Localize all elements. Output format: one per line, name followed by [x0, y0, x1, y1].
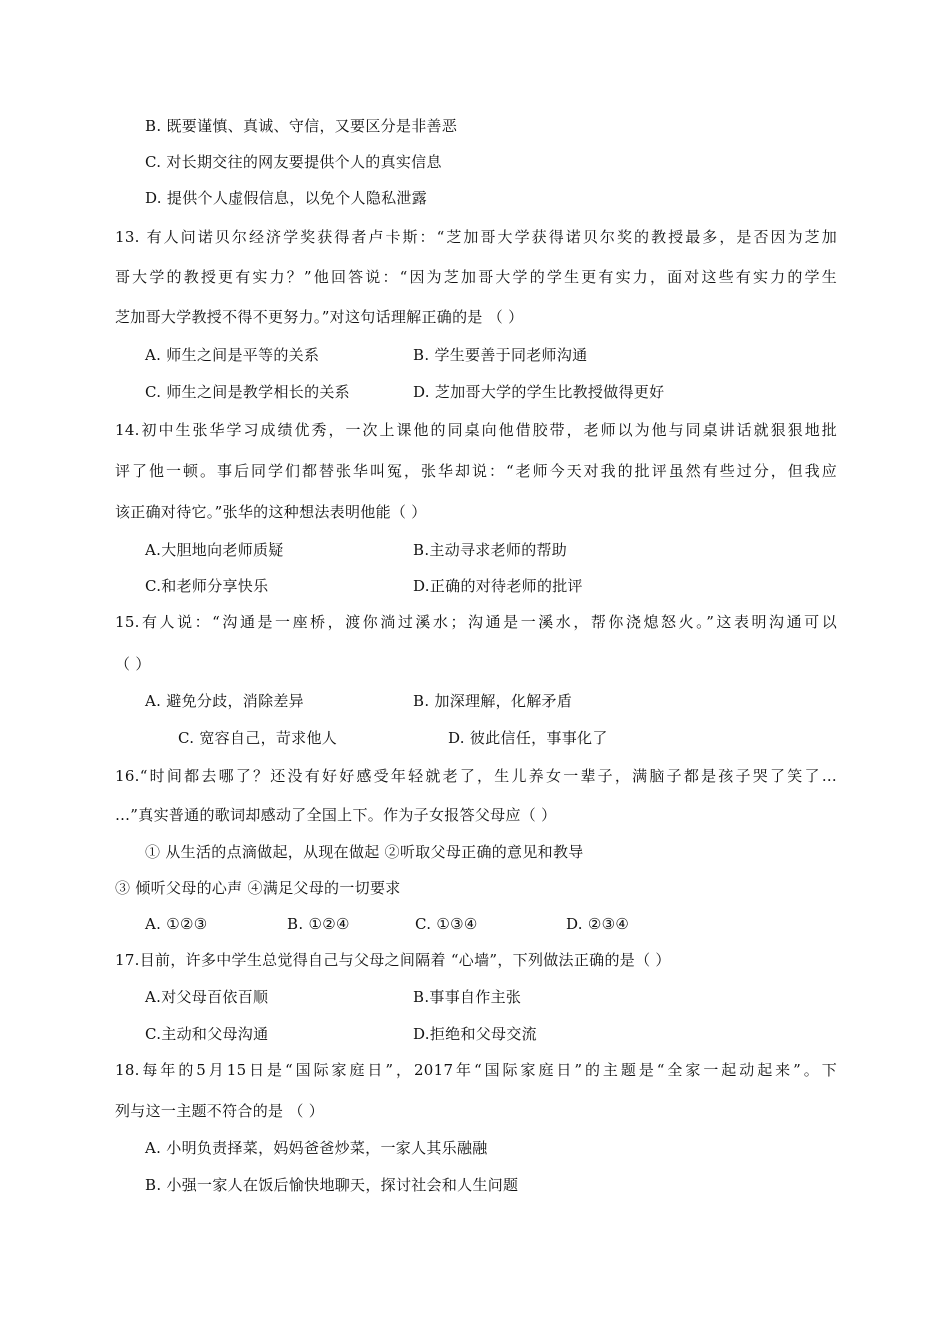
q16-option-a: A. ①②③ — [145, 915, 208, 933]
q14-option-b: B.主动寻求老师的帮助 — [413, 541, 568, 559]
q14-stem-line-3: 该正确对待它。”张华的这种想法表明他能（ ） — [115, 503, 427, 521]
q17-option-a: A.对父母百依百顺 — [145, 988, 269, 1006]
q13-stem-line-1: 13. 有人问诺贝尔经济学奖获得者卢卡斯：“芝加哥大学获得诺贝尔奖的教授最多，是否因为芝加 — [115, 228, 837, 246]
q15-stem-line-1: 15.有人说：“沟通是一座桥，渡你淌过溪水；沟通是一溪水，帮你浇熄怒火。”这表明沟通可以 — [115, 613, 837, 631]
q13-option-c: C. 师生之间是教学相长的关系 — [145, 383, 350, 401]
q18-stem-line-1: 18.每年的5月15日是“国际家庭日”，2017年“国际家庭日”的主题是“全家一起动起来”。下 — [115, 1061, 837, 1079]
q15-option-b: B. 加深理解，化解矛盾 — [413, 692, 573, 710]
q12-option-b: B. 既要谨慎、真诚、守信，又要区分是非善恶 — [145, 117, 458, 135]
q17-option-d: D.拒绝和父母交流 — [413, 1025, 537, 1043]
q17-stem: 17.目前，许多中学生总觉得自己与父母之间隔着 “心墙”，下列做法正确的是（ ） — [115, 951, 671, 969]
q16-option-c: C. ①③④ — [415, 915, 478, 933]
q15-stem-line-2: （ ） — [115, 655, 151, 673]
q12-option-d: D. 提供个人虚假信息，以免个人隐私泄露 — [145, 189, 428, 207]
q13-option-d: D. 芝加哥大学的学生比教授做得更好 — [413, 383, 665, 401]
q14-stem-line-2: 评了他一顿。事后同学们都替张华叫冤，张华却说：“老师今天对我的批评虽然有些过分，但我应 — [115, 462, 837, 480]
q13-option-b: B. 学生要善于同老师沟通 — [413, 346, 588, 364]
q17-option-c: C.主动和父母沟通 — [145, 1025, 269, 1043]
q15-option-a: A. 避免分歧，消除差异 — [145, 692, 304, 710]
q15-option-d: D. 彼此信任，事事化了 — [448, 729, 608, 747]
q18-option-b: B. 小强一家人在饭后愉快地聊天，探讨社会和人生问题 — [145, 1176, 519, 1194]
q16-option-d: D. ②③④ — [566, 915, 630, 933]
q13-option-a: A. 师生之间是平等的关系 — [145, 346, 320, 364]
q13-stem-line-3: 芝加哥大学教授不得不更努力。”对这句话理解正确的是 （ ） — [115, 308, 524, 326]
q16-option-b: B. ①②④ — [287, 915, 350, 933]
q16-stem-line-2: …”真实普通的歌词却感动了全国上下。作为子女报答父母应（ ） — [115, 806, 557, 824]
q14-option-a: A.大胆地向老师质疑 — [145, 541, 284, 559]
q13-stem-line-2: 哥大学的教授更有实力？”他回答说：“因为芝加哥大学的学生更有实力，面对这些有实力的学生 — [115, 268, 837, 286]
q14-option-d: D.正确的对待老师的批评 — [413, 577, 583, 595]
q15-option-c: C. 宽容自己，苛求他人 — [178, 729, 338, 747]
q12-option-c: C. 对长期交往的网友要提供个人的真实信息 — [145, 153, 442, 171]
q18-option-a: A. 小明负责择菜，妈妈爸爸炒菜，一家人其乐融融 — [145, 1139, 488, 1157]
q16-items-line-2: ③ 倾听父母的心声 ④满足父母的一切要求 — [115, 879, 401, 897]
q14-stem-line-1: 14.初中生张华学习成绩优秀，一次上课他的同桌向他借胶带，老师以为他与同桌讲话就狠狠地批 — [115, 421, 837, 439]
q16-stem-line-1: 16.“时间都去哪了？还没有好好感受年轻就老了，生儿养女一辈子，满脑子都是孩子哭了笑了… — [115, 767, 837, 785]
q18-stem-line-2: 列与这一主题不符合的是 （ ） — [115, 1102, 325, 1120]
q17-option-b: B.事事自作主张 — [413, 988, 522, 1006]
q14-option-c: C.和老师分享快乐 — [145, 577, 269, 595]
q16-items-line-1: ① 从生活的点滴做起，从现在做起 ②听取父母正确的意见和教导 — [145, 843, 584, 861]
